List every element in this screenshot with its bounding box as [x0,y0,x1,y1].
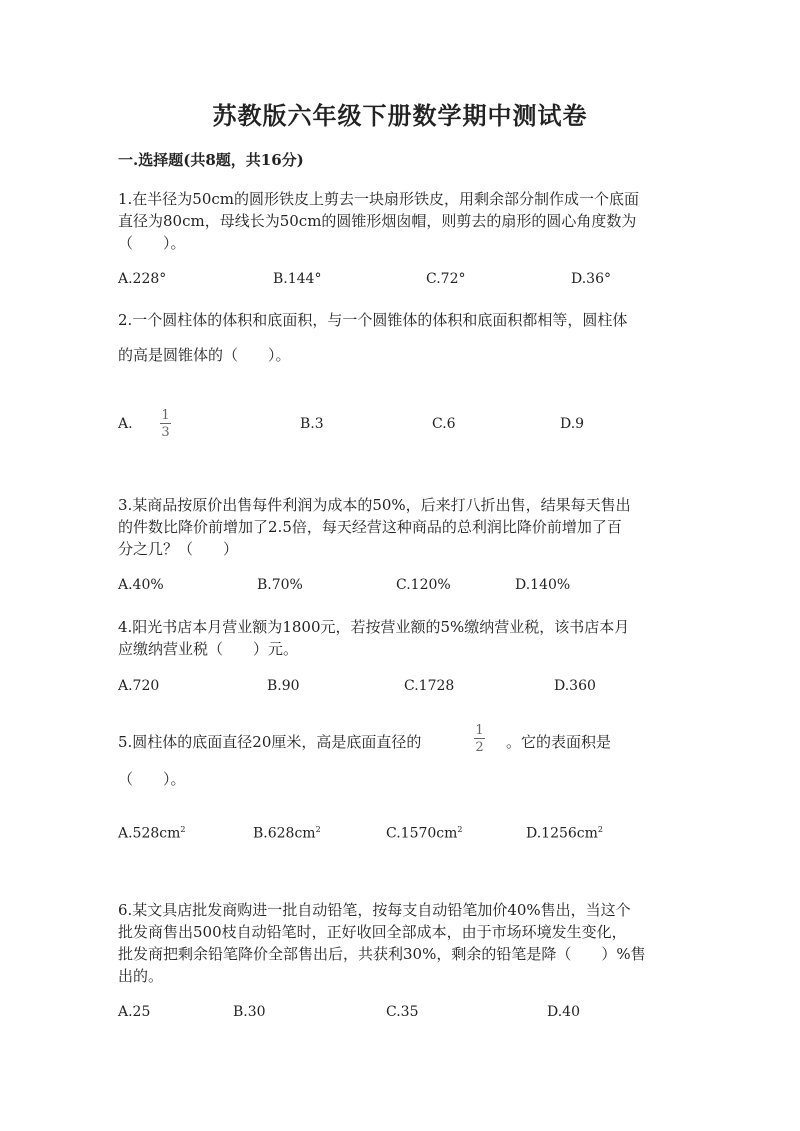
question-6-line-4: 出的。 [118,967,164,985]
question-1-line-1: 1.在半径为50cm的圆形铁皮上剪去一块扇形铁皮，用剩余部分制作成一个底面 [118,190,640,208]
fraction-numerator: 1 [475,723,484,738]
question-1-option-a[interactable]: A.228° [118,271,167,287]
fraction-denominator: 3 [161,425,170,440]
question-6-line-3: 批发商把剩余铅笔降价全部售出后，共获利30%，剩余的铅笔是降（ ）%售 [118,945,646,963]
section-heading: 一.选择题(共8题，共16分) [118,151,304,169]
question-2-option-c[interactable]: C.6 [432,416,456,432]
question-3-option-a[interactable]: A.40% [118,577,164,593]
question-5-fraction [474,724,485,754]
question-1-line-3: （ ）。 [118,234,186,252]
question-6-option-b[interactable]: B.30 [233,1004,266,1020]
question-3-line-1: 3.某商品按原价出售每件利润为成本的50%，后来打八折出售，结果每天售出 [118,496,631,514]
page-title: 苏教版六年级下册数学期中测试卷 [212,101,588,130]
question-1-option-c[interactable]: C.72° [426,271,466,287]
question-2-option-b[interactable]: B.3 [300,416,324,432]
question-2-option-a[interactable]: A. [118,416,133,432]
question-2-option-a-fraction [160,409,171,439]
superscript: 2 [597,825,604,834]
superscript: 2 [457,825,463,834]
question-4-option-b[interactable]: B.90 [267,678,300,694]
question-2-line-1: 2.一个圆柱体的体积和底面积，与一个圆锥体的体积和底面积都相等，圆柱体 [118,311,628,329]
fraction-bar [474,738,485,739]
question-4-option-c[interactable]: C.1728 [404,678,455,694]
question-3-option-b[interactable]: B.70% [257,577,303,593]
question-4-option-d[interactable]: D.360 [554,678,596,694]
question-4-line-2: 应缴纳营业税（ ）元。 [118,640,299,658]
question-4-line-1: 4.阳光书店本月营业额为1800元，若按营业额的5%缴纳营业税，该书店本月 [118,618,630,636]
option-text: C.1570cm [386,825,458,842]
fraction-denominator: 2 [475,740,484,755]
question-5-line-2: （ ）。 [118,770,186,788]
question-4-option-a[interactable]: A.720 [118,678,160,694]
question-6-option-d[interactable]: D.40 [547,1004,580,1020]
question-6-line-2: 批发商售出500枝自动铅笔时，正好收回全部成本，由于市场环境发生变化， [118,923,627,941]
question-3-line-2: 的件数比降价前增加了2.5倍，每天经营这种商品的总利润比降价前增加了百 [118,518,622,536]
question-1-line-2: 直径为80cm，母线长为50cm的圆锥形烟囱帽，则剪去的扇形的圆心角度数为 [118,212,637,230]
option-text: D.1256cm [526,825,598,842]
question-3-option-c[interactable]: C.120% [396,577,451,593]
question-5-line-1-end: 。它的表面积是 [506,733,612,751]
question-2-line-2: 的高是圆锥体的（ ）。 [118,346,291,364]
superscript: 2 [180,825,186,834]
fraction-numerator: 1 [161,408,170,423]
question-5-option-c[interactable] [386,825,463,842]
fraction-bar [160,423,171,424]
question-6-option-c[interactable]: C.35 [386,1004,419,1020]
option-text: B.628cm [253,825,316,842]
question-1-option-b[interactable]: B.144° [273,271,322,287]
question-1-option-d[interactable]: D.36° [571,271,611,287]
superscript: 2 [315,825,321,834]
question-2-option-d[interactable]: D.9 [560,416,585,432]
question-6-option-a[interactable]: A.25 [118,1004,151,1020]
question-5-option-d[interactable] [526,825,603,842]
question-6-line-1: 6.某文具店批发商购进一批自动铅笔，按每支自动铅笔加价40%售出，当这个 [118,901,631,919]
question-3-option-d[interactable]: D.140% [515,577,571,593]
question-5-line-1: 5.圆柱体的底面直径20厘米，高是底面直径的 [118,733,422,751]
question-3-line-3: 分之几？（ ） [118,540,239,558]
option-text: A.528cm [118,825,181,842]
question-5-option-a[interactable] [118,825,186,842]
question-5-option-b[interactable] [253,825,321,842]
